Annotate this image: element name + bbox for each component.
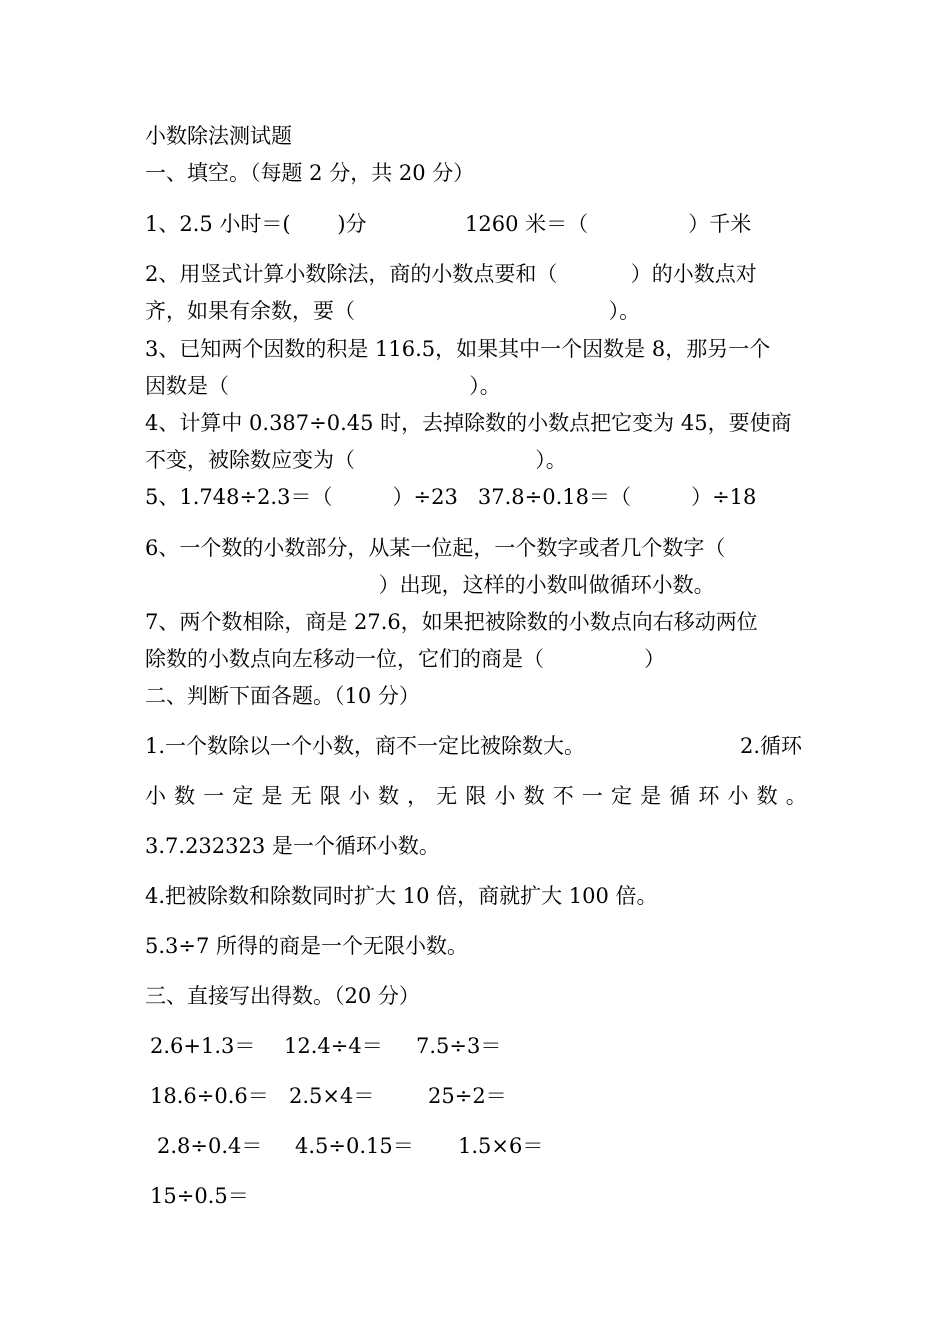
justified-char: 数 xyxy=(756,784,778,808)
calc-item: 2.6+1.3＝ xyxy=(150,1034,256,1058)
q3-line2: 因数是（ ）。 xyxy=(145,374,501,398)
q2-line2: 齐，如果有余数，要（ ）。 xyxy=(145,299,641,323)
q7-line1: 7、两个数相除，商是 27.6，如果把被除数的小数点向右移动两位 xyxy=(145,610,758,634)
justified-char: 限 xyxy=(465,784,487,808)
justified-char: 数 xyxy=(378,784,399,808)
justified-char: 数 xyxy=(174,784,196,808)
judgement-2-rest xyxy=(145,782,807,810)
calc-item: 7.5÷3＝ xyxy=(416,1034,502,1058)
justified-char: 无 xyxy=(436,784,458,808)
judgement-4: 4.把被除数和除数同时扩大 10 倍，商就扩大 100 倍。 xyxy=(145,884,658,908)
q4-line2: 不变，被除数应变为（ ）。 xyxy=(145,448,567,472)
justified-char: 小 xyxy=(727,784,749,808)
justified-char: 无 xyxy=(290,784,312,808)
justified-char: 定 xyxy=(232,784,254,808)
justified-char: 不 xyxy=(552,784,574,808)
justified-char: 循 xyxy=(669,784,691,808)
q3-line1: 3、已知两个因数的积是 116.5，如果其中一个因数是 8，那另一个 xyxy=(145,337,771,361)
calc-item: 25÷2＝ xyxy=(428,1084,507,1108)
q6-line2: ）出现，这样的小数叫做循环小数。 xyxy=(145,573,715,597)
calc-item: 18.6÷0.6＝ xyxy=(150,1084,269,1108)
q7-line2: 除数的小数点向左移动一位，它们的商是（ ） xyxy=(145,647,666,671)
justified-char: 定 xyxy=(611,784,632,808)
justified-char: 。 xyxy=(785,784,807,808)
justified-char: 小 xyxy=(145,784,166,808)
justified-char: 一 xyxy=(203,784,225,808)
judgement-5: 5.3÷7 所得的商是一个无限小数。 xyxy=(145,934,469,958)
section1-heading: 一、填空。（每题 2 分，共 20 分） xyxy=(145,161,475,185)
justified-char: 数 xyxy=(523,784,545,808)
q5-line: 5、1.748÷2.3＝（ ）÷23 37.8÷0.18＝（ ）÷18 xyxy=(145,485,757,509)
section3-heading: 三、直接写出得数。（20 分） xyxy=(145,984,420,1008)
q1-part-b: 1260 米＝（ ）千米 xyxy=(465,212,752,236)
justified-char: 限 xyxy=(319,784,341,808)
justified-char: 一 xyxy=(581,784,603,808)
judgement-2-start: 2.循环 xyxy=(740,734,803,758)
justified-char: 是 xyxy=(640,784,662,808)
section2-heading: 二、判断下面各题。（10 分） xyxy=(145,684,420,708)
judgement-1: 1.一个数除以一个小数，商不一定比被除数大。 xyxy=(145,734,586,758)
calc-item: 2.8÷0.4＝ xyxy=(157,1134,263,1158)
justified-char: 小 xyxy=(348,784,370,808)
q6-line1: 6、一个数的小数部分，从某一位起，一个数字或者几个数字（ xyxy=(145,536,726,560)
q4-line1: 4、计算中 0.387÷0.45 时，去掉除数的小数点把它变为 45，要使商 xyxy=(145,411,792,435)
page-title: 小数除法测试题 xyxy=(145,124,292,148)
justified-char: 环 xyxy=(698,784,720,808)
justified-char: ， xyxy=(407,784,429,808)
judgement-3: 3.7.232323 是一个循环小数。 xyxy=(145,834,440,858)
justified-char: 是 xyxy=(261,784,283,808)
q2-line1: 2、用竖式计算小数除法，商的小数点要和（ ）的小数点对 xyxy=(145,262,757,286)
justified-char: 小 xyxy=(494,784,516,808)
calc-item: 12.4÷4＝ xyxy=(284,1034,383,1058)
calc-item: 15÷0.5＝ xyxy=(150,1184,249,1208)
q1-part-a: 1、2.5 小时＝( )分 xyxy=(145,212,367,236)
calc-item: 1.5×6＝ xyxy=(458,1134,544,1158)
calc-item: 2.5×4＝ xyxy=(289,1084,375,1108)
calc-item: 4.5÷0.15＝ xyxy=(295,1134,414,1158)
